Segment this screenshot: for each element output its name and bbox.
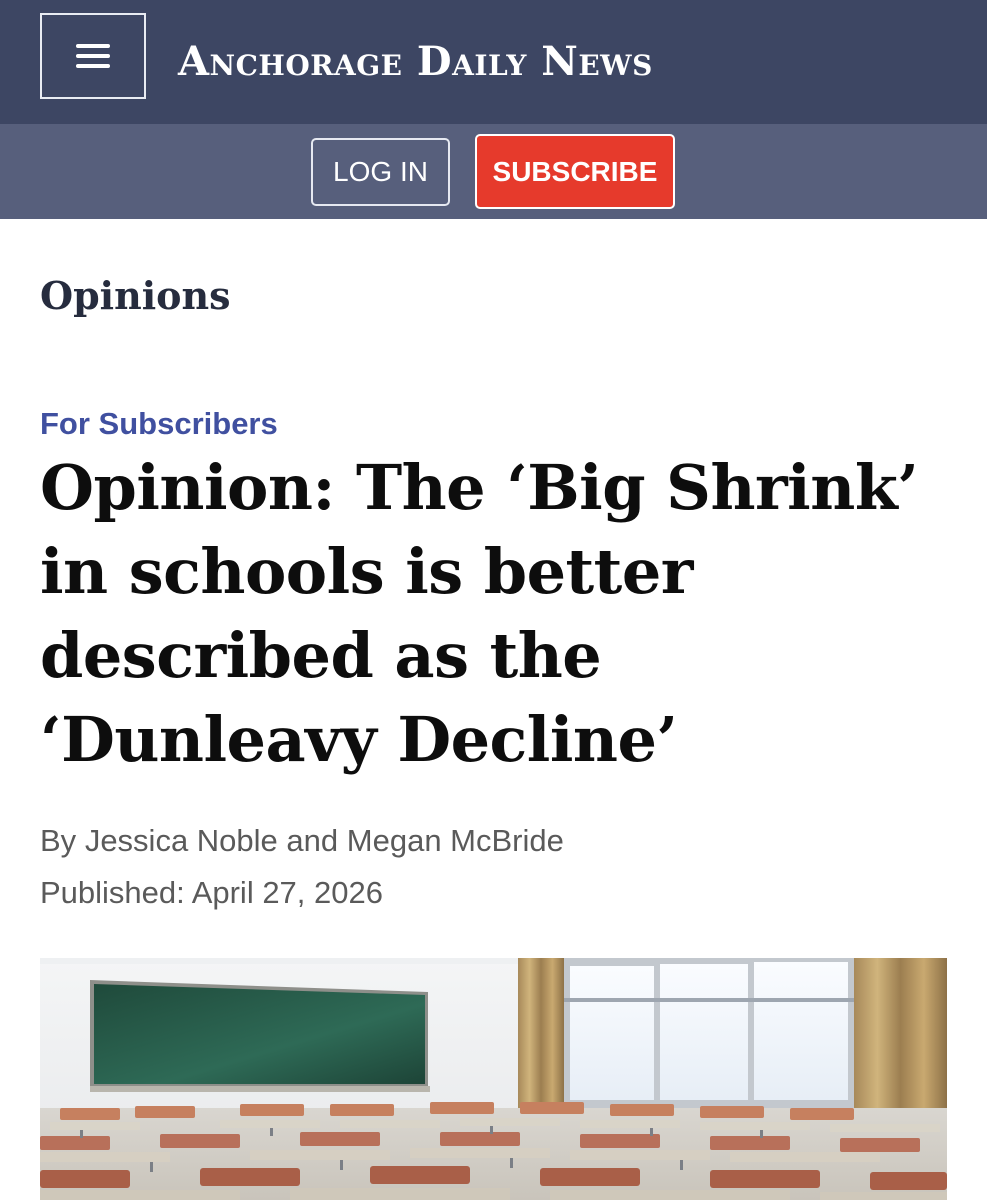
menu-button[interactable]	[40, 13, 146, 99]
subscribe-button[interactable]: SUBSCRIBE	[475, 134, 675, 209]
login-button[interactable]: LOG IN	[311, 138, 450, 206]
top-navigation-bar	[0, 0, 987, 124]
publish-date	[40, 870, 383, 916]
author-link-2[interactable]: Megan McBride	[346, 823, 564, 858]
byline-joiner: and	[286, 823, 339, 858]
byline	[40, 818, 564, 864]
site-logo[interactable]: Anchorage Daily News	[178, 38, 653, 85]
byline-prefix: By	[40, 823, 77, 858]
published-date: April 27, 2026	[191, 875, 383, 910]
section-title[interactable]: Opinions	[40, 273, 231, 318]
article-headline: Opinion: The ‘Big Shrink’ in schools is better described as the ‘Dunleavy Decline’	[40, 451, 919, 776]
author-link-1[interactable]: Jessica Noble	[84, 823, 278, 858]
hero-image-classroom	[40, 958, 947, 1200]
hamburger-menu-icon	[76, 43, 110, 69]
published-label: Published:	[40, 875, 185, 910]
subscriber-kicker: For Subscribers	[40, 406, 278, 441]
